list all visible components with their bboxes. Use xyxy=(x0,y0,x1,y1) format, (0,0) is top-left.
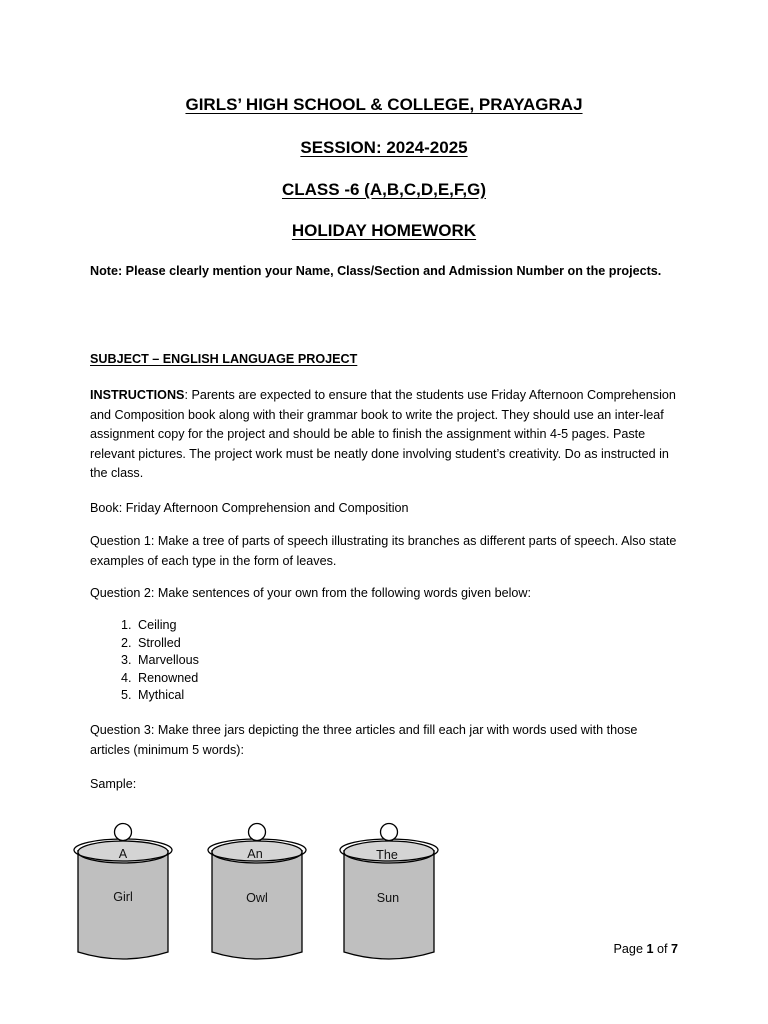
list-item: 1. Ceiling xyxy=(135,617,199,635)
word-list xyxy=(90,617,199,705)
instructions-text: : Parents are expected to ensure that the students use Friday Afternoon Comprehension and Composition book along with their grammar book to write the project. They should use an inter-leaf assignment copy for the project and should be able to finish the assignment within 4-5 pages. Paste relevant pictures. The project work must be neatly done involving student’s creativity. Do as instructed in the class. xyxy=(90,388,676,481)
question-1: Question 1: Make a tree of parts of speech illustrating its branches as different parts of speech. Also state examples of each type in the form of leaves. xyxy=(90,534,677,568)
page-number: Page 1 of 7 xyxy=(613,942,678,956)
book-line: Book: Friday Afternoon Comprehension and Composition xyxy=(90,501,409,515)
list-item: 5. Mythical xyxy=(135,687,199,705)
list-item: 3. Marvellous xyxy=(135,652,199,670)
jars-illustration xyxy=(70,820,450,970)
list-item: 2. Strolled xyxy=(135,635,199,653)
sample-label: Sample: xyxy=(90,777,137,791)
question-2: Question 2: Make sentences of your own from the following words given below: xyxy=(90,586,532,600)
jar-an xyxy=(208,824,306,960)
jar-a xyxy=(74,824,172,960)
note-text: Note: Please clearly mention your Name, Class/Section and Admission Number on the projects. xyxy=(90,264,662,278)
class-heading: CLASS -6 (A,B,C,D,E,F,G) xyxy=(281,180,486,199)
instructions-paragraph xyxy=(90,386,680,484)
session-heading: SESSION: 2024-2025 xyxy=(300,138,468,157)
jar-word-label: Sun xyxy=(376,891,400,905)
school-name: GIRLS’ HIGH SCHOOL & COLLEGE, PRAYAGRAJ xyxy=(185,95,583,114)
list-item: 4. Renowned xyxy=(135,670,199,688)
instructions-label: INSTRUCTIONS xyxy=(90,388,185,402)
jar-the xyxy=(340,824,438,960)
jar-word-label: Girl xyxy=(113,890,133,904)
question-3: Question 3: Make three jars depicting the three articles and fill each jar with words used with those articles (minimum 5 words): xyxy=(90,723,638,757)
subject-heading: SUBJECT – ENGLISH LANGUAGE PROJECT xyxy=(90,352,358,366)
jar-article-label: A xyxy=(118,847,128,861)
jar-word-label: Owl xyxy=(246,891,268,905)
jar-article-label: The xyxy=(376,848,398,862)
jar-article-label: An xyxy=(247,847,263,861)
homework-title: HOLIDAY HOMEWORK xyxy=(291,221,477,240)
